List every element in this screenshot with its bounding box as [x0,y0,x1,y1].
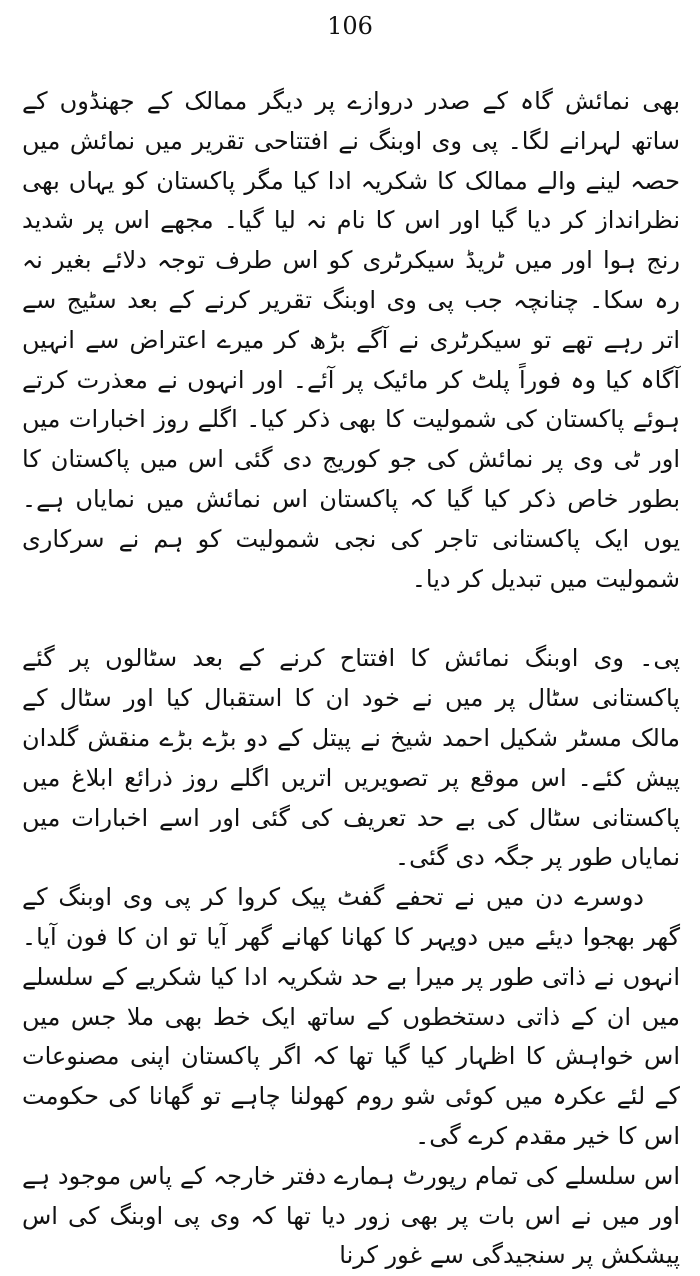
page-number: 106 [327,12,373,40]
paragraph-2: پی۔ وی اوبنگ نمائش کا افتتاح کرنے کے بعد سٹالوں پر گئے پاکستانی سٹال پر میں نے خود ان کا استقبال کیا اور سٹال کے مالک مسٹر شکیل احمد شیخ نے پیتل کے دو بڑے بڑے منقش گلدان پیش کئے۔ اس موقع پر تصویریں اتریں اگلے روز ذرائع ابلاغ میں پاکستانی سٹال کی بے حد تعریف کی گئی اور اسے اخبارات میں نمایاں طور پر جگہ دی گئی۔ [22,644,680,872]
paragraph-1: بھی نمائش گاہ کے صدر دروازے پر دیگر ممالک کے جھنڈوں کے ساتھ لہرانے لگا۔ پی وی اوبنگ نے افتتاحی تقریر میں نمائش میں حصہ لینے والے ممالک کا شکریہ ادا کیا مگر پاکستان کو یہاں بھی نظرانداز کر دیا گیا اور اس کا نام نہ لیا گیا۔ مجھے اس پر شدید رنج ہوا اور میں ٹریڈ سیکرٹری کو اس طرف توجہ دلائے بغیر نہ رہ سکا۔ چنانچہ جب پی وی اوبنگ تقریر کرنے کے بعد سٹیج سے اتر رہے تھے تو سیکرٹری نے آگے بڑھ کر میرے اعتراض سے انہیں آگاہ کیا وہ فوراً پلٹ کر مائیک پر آئے۔ اور انہوں نے معذرت کرتے ہوئے پاکستان کی شمولیت کا بھی ذکر کیا۔ اگلے روز اخبارات میں اور ٹی وی پر نمائش کی جو کوریج دی گئی اس میں پاکستان کا بطور خاص ذکر کیا گیا کہ پاکستان اس نمائش میں نمایاں ہے۔ یوں ایک پاکستانی تاجر کی نجی شمولیت کو ہم نے سرکاری شمولیت میں تبدیل کر دیا۔ [22,87,680,593]
body-text [22,82,680,1276]
paragraph-3: دوسرے دن میں نے تحفے گفٹ پیک کروا کر پی وی اوبنگ کے گھر بھجوا دیئے میں دوپہر کا کھانا کھانے گھر آیا تو ان کا فون آیا۔ انہوں نے ذاتی طور پر میرا بے حد شکریہ ادا کیا شکریے کے سلسلے میں ان کے ذاتی دستخطوں کے ساتھ ایک خط بھی ملا جس میں اس خواہش کا اظہار کیا گیا تھا کہ اگر پاکستان اپنی مصنوعات کے لئے عکرہ میں کوئی شو روم کھولنا چاہے تو گھانا کی حکومت اس کا خیر مقدم کرے گی۔ [22,883,680,1150]
paragraph-4: اس سلسلے کی تمام رپورٹ ہمارے دفتر خارجہ کے پاس موجود ہے اور میں نے اس بات پر بھی زور دیا تھا کہ وی پی اوبنگ کی اس پیشکش پر سنجیدگی سے غور کرنا [22,1161,680,1270]
